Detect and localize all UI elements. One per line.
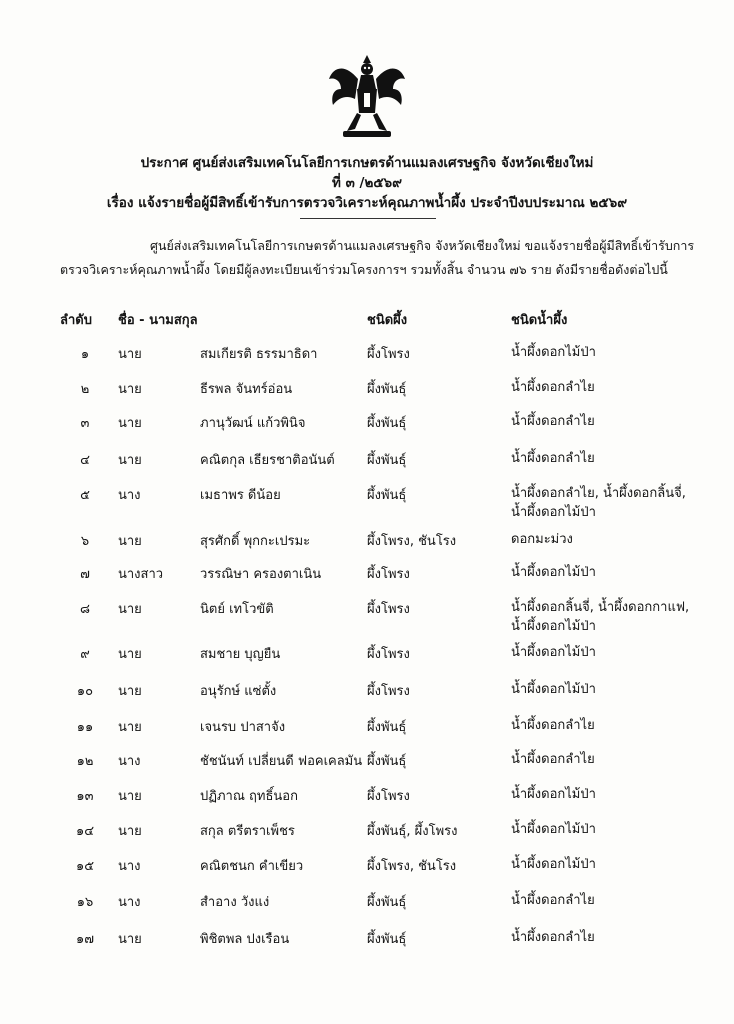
table-row: [0, 680, 734, 710]
row-number: ๓: [80, 416, 90, 431]
row-bee-type: ผึ้งโพรง, ชันโรง: [367, 534, 457, 549]
row-bee-type: ผึ้งโพรง: [367, 567, 410, 582]
row-number: ๔: [80, 453, 90, 468]
table-row: [0, 820, 734, 850]
row-name: ภานุวัฒน์ แก้วพินิจ: [200, 416, 306, 431]
row-honey-type: น้ำผึ้งดอกลำไย: [511, 380, 595, 395]
row-bee-type: ผึ้งพันธุ์: [367, 895, 407, 910]
row-name: นิตย์ เทโวขัติ: [200, 602, 274, 617]
row-number: ๗: [80, 567, 90, 582]
row-name: วรรณิษา ครองตาเนิน: [200, 567, 322, 582]
row-title: นาย: [118, 347, 142, 362]
row-bee-type: ผึ้งพันธุ์: [367, 932, 407, 947]
row-name: สกุล ตรีตราเพ็ชร: [200, 824, 295, 839]
table-row: [0, 484, 734, 524]
row-title: นาย: [118, 382, 142, 397]
row-number: ๙: [80, 647, 90, 662]
row-number: ๑๐: [76, 684, 94, 699]
row-bee-type: ผึ้งพันธุ์: [367, 416, 407, 431]
row-honey-type: น้ำผึ้งดอกไม้ป่า: [511, 787, 596, 802]
table-row: [0, 530, 734, 560]
row-name: ชัชนันท์ เปลี่ยนดี ฟอคเคลมัน: [200, 754, 363, 769]
row-title: นาย: [118, 824, 142, 839]
row-bee-type: ผึ้งโพรง: [367, 347, 410, 362]
row-name: สมเกียรติ ธรรมาธิดา: [200, 347, 318, 362]
row-honey-type: น้ำผึ้งดอกลำไย: [511, 451, 595, 466]
row-title: นาย: [118, 789, 142, 804]
row-honey-type: น้ำผึ้งดอกลำไย: [511, 930, 595, 945]
row-honey-type: ดอกมะม่วง: [511, 532, 573, 547]
row-bee-type: ผึ้งโพรง: [367, 789, 410, 804]
row-honey-type: น้ำผึ้งดอกไม้ป่า: [511, 857, 596, 872]
row-title: นาง: [118, 754, 141, 769]
row-name: สำอาง วังแง่: [200, 895, 270, 910]
row-bee-type: ผึ้งโพรง, ชันโรง: [367, 859, 457, 874]
table-row: [0, 716, 734, 746]
row-bee-type: ผึ้งพันธุ์: [367, 720, 407, 735]
row-name: เจนรบ ปาสาจัง: [200, 720, 286, 735]
row-honey-type-cont: น้ำผึ้งดอกไม้ป่า: [511, 619, 596, 634]
table-row: [0, 343, 734, 373]
row-title: นาย: [118, 720, 142, 735]
table-row: [0, 928, 734, 958]
row-number: ๑๔: [75, 824, 95, 839]
row-title: นางสาว: [118, 567, 164, 582]
row-honey-type: น้ำผึ้งดอกลำไย: [511, 752, 595, 767]
row-number: ๑๖: [76, 895, 94, 910]
garuda-emblem: [327, 53, 407, 141]
row-title: นาย: [118, 932, 142, 947]
row-honey-type: น้ำผึ้งดอกไม้ป่า: [511, 682, 596, 697]
announcement-title: ประกาศ ศูนย์ส่งเสริมเทคโนโลยีการเกษตรด้านแมลงเศรษฐกิจ จังหวัดเชียงใหม่: [140, 155, 594, 171]
row-honey-type: น้ำผึ้งดอกไม้ป่า: [511, 645, 596, 660]
intro-line-2: ตรวจวิเคราะห์คุณภาพน้ำผึ้ง โดยมีผู้ลงทะเบียนเข้าร่วมโครงการฯ รวมทั้งสิ้น จำนวน ๗๖ ราย ดังมีรายชื่อดังต่อไปนี้: [60, 262, 668, 277]
row-title: นาง: [118, 859, 141, 874]
row-title: นาง: [118, 895, 141, 910]
row-name: คณิตกุล เธียรชาติอนันต์: [200, 453, 335, 468]
row-number: ๒: [80, 382, 90, 397]
row-title: นาย: [118, 684, 142, 699]
table-row: [0, 378, 734, 408]
table-row: [0, 855, 734, 885]
row-honey-type: น้ำผึ้งดอกไม้ป่า: [511, 345, 596, 360]
row-name: สมชาย บุญยืน: [200, 647, 281, 662]
row-name: พิชิตพล ปงเรือน: [200, 932, 290, 947]
row-honey-type: น้ำผึ้งดอกลำไย, น้ำผึ้งดอกลิ้นจี่,: [511, 486, 686, 501]
row-name: ธีรพล จันทร์อ่อน: [200, 382, 293, 397]
row-honey-type-cont: น้ำผึ้งดอกไม้ป่า: [511, 505, 596, 520]
announcement-subject: เรื่อง แจ้งรายชื่อผู้มีสิทธิ์เข้ารับการตรวจวิเคราะห์คุณภาพน้ำผึ้ง ประจำปีงบประมาณ ๒๕๖๙: [106, 195, 628, 211]
row-honey-type: น้ำผึ้งดอกไม้ป่า: [511, 822, 596, 837]
row-bee-type: ผึ้งพันธุ์: [367, 754, 407, 769]
row-title: นาย: [118, 602, 142, 617]
row-number: ๑๓: [76, 789, 94, 804]
row-number: ๕: [80, 488, 90, 503]
row-number: ๖: [80, 534, 90, 549]
row-bee-type: ผึ้งพันธุ์: [367, 382, 407, 397]
row-number: ๑: [80, 347, 90, 362]
row-honey-type: น้ำผึ้งดอกลิ้นจี่, น้ำผึ้งดอกกาแฟ,: [511, 600, 690, 615]
row-bee-type: ผึ้งโพรง: [367, 647, 410, 662]
row-title: นาย: [118, 453, 142, 468]
row-honey-type: น้ำผึ้งดอกลำไย: [511, 893, 595, 908]
table-row: [0, 563, 734, 593]
row-honey-type: น้ำผึ้งดอกลำไย: [511, 718, 595, 733]
row-name: ปฏิภาณ ฤทธิ์นอก: [200, 789, 298, 804]
row-title: นาง: [118, 488, 141, 503]
row-title: นาย: [118, 534, 142, 549]
table-row: [0, 643, 734, 673]
table-row: [0, 891, 734, 921]
row-name: อนุรักษ์ แซ่ตั้ง: [200, 684, 277, 699]
row-number: ๘: [79, 602, 91, 617]
table-row: [0, 598, 734, 638]
header-no: ลำดับ: [60, 313, 92, 328]
row-number: ๑๗: [75, 932, 95, 947]
row-name: เมธาพร ดีน้อย: [200, 488, 281, 503]
table-row: [0, 785, 734, 815]
row-honey-type: น้ำผึ้งดอกไม้ป่า: [511, 565, 596, 580]
row-honey-type: น้ำผึ้งดอกลำไย: [511, 414, 595, 429]
row-bee-type: ผึ้งพันธุ์: [367, 488, 407, 503]
row-title: นาย: [118, 647, 142, 662]
header-name: ชื่อ - นามสกุล: [118, 313, 198, 328]
row-name: สุรศักดิ์ พุกกะเปรมะ: [200, 534, 311, 549]
divider: [300, 218, 436, 219]
announcement-number: ที่ ๓ /๒๕๖๙: [331, 175, 403, 191]
intro-line-1: ศูนย์ส่งเสริมเทคโนโลยีการเกษตรด้านแมลงเศรษฐกิจ จังหวัดเชียงใหม่ ขอแจ้งรายชื่อผู้มีสิทธิ์เข้ารับการ: [150, 238, 695, 253]
row-bee-type: ผึ้งโพรง: [367, 684, 410, 699]
row-number: ๑๒: [76, 754, 94, 769]
row-number: ๑๑: [76, 720, 94, 735]
table-row: [0, 412, 734, 442]
row-title: นาย: [118, 416, 142, 431]
row-bee-type: ผึ้งพันธุ์: [367, 453, 407, 468]
row-number: ๑๕: [75, 859, 95, 874]
header-bee-type: ชนิดผึ้ง: [367, 313, 408, 328]
header-honey-type: ชนิดน้ำผึ้ง: [511, 313, 568, 328]
row-name: คณิตชนก คำเขียว: [200, 859, 304, 874]
table-row: [0, 449, 734, 479]
table-row: [0, 750, 734, 780]
row-bee-type: ผึ้งพันธุ์, ผึ้งโพรง: [367, 824, 458, 839]
row-bee-type: ผึ้งโพรง: [367, 602, 410, 617]
